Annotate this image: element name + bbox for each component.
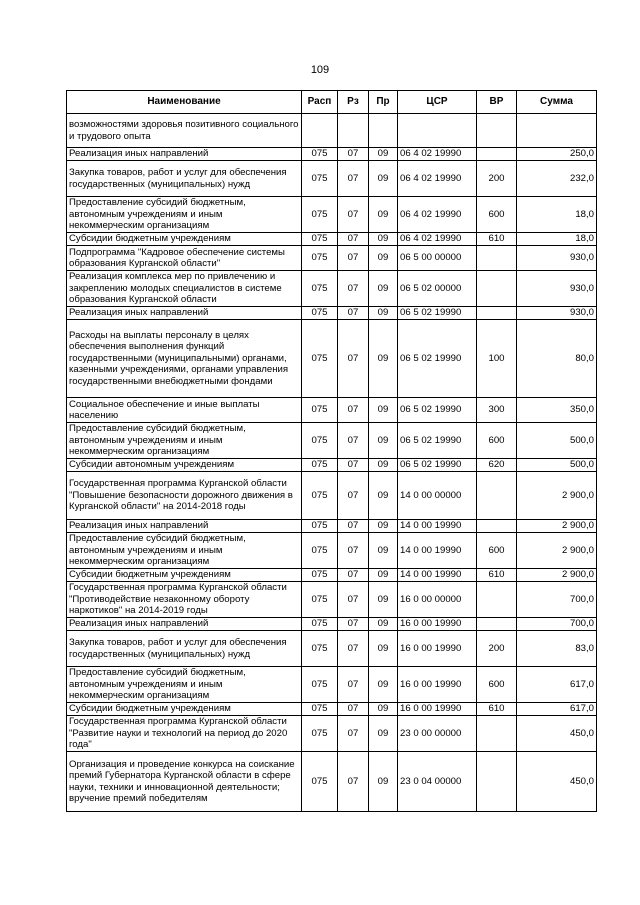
cell-rasp: 075 [302,161,338,197]
cell-rz: 07 [338,752,369,812]
cell-pr: 09 [369,197,398,233]
table-row [67,569,597,582]
cell-rasp: 075 [302,148,338,161]
cell-vr [477,472,517,520]
table-row [67,520,597,533]
table-row [67,667,597,703]
cell-sum: 930,0 [517,271,597,307]
cell-name: Субсидии бюджетным учреждениям [67,703,302,716]
cell-sum: 450,0 [517,752,597,812]
table-row [67,631,597,667]
cell-pr: 09 [369,703,398,716]
cell-pr: 09 [369,472,398,520]
cell-rasp: 075 [302,233,338,246]
cell-vr: 610 [477,569,517,582]
cell-sum: 2 900,0 [517,520,597,533]
cell-rasp: 075 [302,459,338,472]
cell-rasp: 075 [302,703,338,716]
cell-rz: 07 [338,582,369,618]
cell-pr: 09 [369,307,398,320]
cell-name: Реализация иных направлений [67,307,302,320]
cell-rz: 07 [338,271,369,307]
cell-rz: 07 [338,423,369,459]
cell-vr: 300 [477,398,517,423]
cell-name: Предоставление субсидий бюджетным, автономным учреждениям и иным некоммерческим организациям [67,423,302,459]
cell-csr: 06 5 02 19990 [398,459,477,472]
cell-name: Государственная программа Курганской области "Повышение безопасности дорожного движения в Курганской области" на 2014-2018 годы [67,472,302,520]
cell-pr: 09 [369,271,398,307]
cell-rz: 07 [338,631,369,667]
cell-sum: 18,0 [517,197,597,233]
cell-name: возможностями здоровья позитивного социального и трудового опыта [67,114,302,148]
cell-sum: 500,0 [517,423,597,459]
cell-vr: 620 [477,459,517,472]
cell-rasp: 075 [302,716,338,752]
cell-csr: 06 4 02 19990 [398,233,477,246]
cell-pr: 09 [369,148,398,161]
cell-rz: 07 [338,472,369,520]
cell-pr: 09 [369,667,398,703]
cell-csr: 06 4 02 19990 [398,197,477,233]
cell-vr: 100 [477,320,517,398]
cell-csr: 06 5 02 19990 [398,307,477,320]
cell-vr [477,246,517,271]
cell-pr: 09 [369,161,398,197]
cell-sum: 18,0 [517,233,597,246]
cell-sum: 2 900,0 [517,533,597,569]
cell-vr: 610 [477,233,517,246]
header-vr: ВР [477,91,517,114]
table-row [67,752,597,812]
table-row [67,246,597,271]
cell-sum: 350,0 [517,398,597,423]
cell-pr: 09 [369,533,398,569]
header-sum: Сумма [517,91,597,114]
table-row [67,398,597,423]
cell-rz: 07 [338,246,369,271]
cell-rz: 07 [338,320,369,398]
cell-rz: 07 [338,307,369,320]
table-row [67,716,597,752]
cell-rz [338,114,369,148]
cell-rz: 07 [338,569,369,582]
cell-csr: 16 0 00 19990 [398,631,477,667]
budget-table [66,90,597,812]
cell-csr: 06 4 02 19990 [398,161,477,197]
cell-vr [477,520,517,533]
cell-rasp: 075 [302,271,338,307]
cell-name: Реализация комплекса мер по привлечению и закреплению молодых специалистов в системе образования Курганской области [67,271,302,307]
header-name: Наименование [67,91,302,114]
page-number: 109 [310,64,330,76]
cell-sum: 250,0 [517,148,597,161]
cell-csr: 16 0 00 19990 [398,618,477,631]
cell-rasp: 075 [302,246,338,271]
cell-pr: 09 [369,569,398,582]
table-row [67,618,597,631]
cell-rasp: 075 [302,752,338,812]
cell-pr: 09 [369,752,398,812]
table-row [67,307,597,320]
table-body [67,114,597,812]
cell-sum: 930,0 [517,246,597,271]
cell-csr: 14 0 00 19990 [398,520,477,533]
cell-rasp: 075 [302,569,338,582]
table-row [67,459,597,472]
cell-pr: 09 [369,423,398,459]
cell-rz: 07 [338,459,369,472]
cell-name: Субсидии автономным учреждениям [67,459,302,472]
cell-rz: 07 [338,197,369,233]
cell-vr [477,582,517,618]
table-row [67,703,597,716]
cell-csr: 06 5 02 19990 [398,423,477,459]
cell-pr: 09 [369,398,398,423]
cell-name: Реализация иных направлений [67,520,302,533]
cell-csr: 06 4 02 19990 [398,148,477,161]
cell-name: Расходы на выплаты персоналу в целях обеспечения выполнения функций государственными (муниципальными) органами, казенными учреждениями, органами управления государственными внебюджетными фондами [67,320,302,398]
cell-rz: 07 [338,703,369,716]
cell-sum: 617,0 [517,667,597,703]
table-row [67,271,597,307]
cell-rasp: 075 [302,533,338,569]
cell-pr: 09 [369,320,398,398]
cell-sum: 930,0 [517,307,597,320]
cell-name: Государственная программа Курганской области "Противодействие незаконному обороту наркотиков" на 2014-2019 годы [67,582,302,618]
cell-pr [369,114,398,148]
cell-rasp: 075 [302,472,338,520]
table-row [67,472,597,520]
table-row [67,161,597,197]
cell-rasp: 075 [302,631,338,667]
cell-name: Закупка товаров, работ и услуг для обеспечения государственных (муниципальных) нужд [67,161,302,197]
header-csr: ЦСР [398,91,477,114]
cell-rz: 07 [338,148,369,161]
cell-vr: 600 [477,197,517,233]
cell-csr: 14 0 00 00000 [398,472,477,520]
cell-name: Закупка товаров, работ и услуг для обеспечения государственных (муниципальных) нужд [67,631,302,667]
cell-rasp: 075 [302,320,338,398]
cell-rasp: 075 [302,582,338,618]
cell-rasp: 075 [302,197,338,233]
table-row [67,148,597,161]
cell-csr: 06 5 02 00000 [398,271,477,307]
cell-name: Предоставление субсидий бюджетным, автономным учреждениям и иным некоммерческим организациям [67,533,302,569]
cell-rz: 07 [338,233,369,246]
header-rz: Рз [338,91,369,114]
cell-rz: 07 [338,716,369,752]
cell-pr: 09 [369,246,398,271]
table-row [67,582,597,618]
cell-rasp: 075 [302,423,338,459]
cell-sum: 500,0 [517,459,597,472]
cell-name: Социальное обеспечение и иные выплаты населению [67,398,302,423]
cell-csr: 06 5 02 19990 [398,320,477,398]
cell-name: Субсидии бюджетным учреждениям [67,233,302,246]
cell-csr: 14 0 00 19990 [398,533,477,569]
cell-name: Государственная программа Курганской области "Развитие науки и технологий на период до 2020 года" [67,716,302,752]
cell-name: Реализация иных направлений [67,148,302,161]
cell-vr: 200 [477,631,517,667]
cell-csr: 23 0 04 00000 [398,752,477,812]
table-row [67,114,597,148]
cell-pr: 09 [369,520,398,533]
cell-rasp: 075 [302,398,338,423]
cell-name: Предоставление субсидий бюджетным, автономным учреждениям и иным некоммерческим организациям [67,667,302,703]
cell-sum: 700,0 [517,618,597,631]
table-header-row [67,91,597,114]
cell-sum: 80,0 [517,320,597,398]
table-row [67,320,597,398]
cell-sum: 617,0 [517,703,597,716]
cell-sum: 83,0 [517,631,597,667]
cell-rasp: 075 [302,667,338,703]
cell-sum: 232,0 [517,161,597,197]
cell-rz: 07 [338,667,369,703]
cell-vr [477,271,517,307]
cell-sum: 450,0 [517,716,597,752]
cell-csr: 06 5 00 00000 [398,246,477,271]
cell-rasp: 075 [302,520,338,533]
table-row [67,197,597,233]
cell-vr [477,114,517,148]
table-row [67,233,597,246]
cell-vr [477,307,517,320]
header-rasp: Расп [302,91,338,114]
table-row [67,533,597,569]
cell-name: Организация и проведение конкурса на соискание премий Губернатора Курганской области в сфере науки, техники и инновационной деятельности; вручение премий победителям [67,752,302,812]
cell-vr: 610 [477,703,517,716]
header-pr: Пр [369,91,398,114]
cell-vr [477,618,517,631]
cell-name: Подпрограмма "Кадровое обеспечение системы образования Курганской области" [67,246,302,271]
cell-rz: 07 [338,618,369,631]
cell-sum: 2 900,0 [517,569,597,582]
cell-vr: 200 [477,161,517,197]
cell-vr [477,716,517,752]
cell-rasp: 075 [302,307,338,320]
cell-name: Субсидии бюджетным учреждениям [67,569,302,582]
cell-csr [398,114,477,148]
cell-name: Реализация иных направлений [67,618,302,631]
cell-csr: 23 0 00 00000 [398,716,477,752]
cell-csr: 14 0 00 19990 [398,569,477,582]
cell-rasp [302,114,338,148]
cell-csr: 16 0 00 19990 [398,667,477,703]
cell-pr: 09 [369,716,398,752]
cell-vr: 600 [477,667,517,703]
cell-vr [477,752,517,812]
cell-pr: 09 [369,582,398,618]
cell-pr: 09 [369,459,398,472]
cell-vr: 600 [477,533,517,569]
cell-rasp: 075 [302,618,338,631]
cell-vr: 600 [477,423,517,459]
cell-pr: 09 [369,233,398,246]
cell-rz: 07 [338,520,369,533]
cell-csr: 06 5 02 19990 [398,398,477,423]
cell-csr: 16 0 00 00000 [398,582,477,618]
cell-rz: 07 [338,161,369,197]
cell-pr: 09 [369,618,398,631]
cell-sum: 2 900,0 [517,472,597,520]
cell-rz: 07 [338,398,369,423]
cell-name: Предоставление субсидий бюджетным, автономным учреждениям и иным некоммерческим организациям [67,197,302,233]
cell-vr [477,148,517,161]
cell-csr: 16 0 00 19990 [398,703,477,716]
cell-pr: 09 [369,631,398,667]
cell-sum [517,114,597,148]
cell-sum: 700,0 [517,582,597,618]
table-row [67,423,597,459]
cell-rz: 07 [338,533,369,569]
